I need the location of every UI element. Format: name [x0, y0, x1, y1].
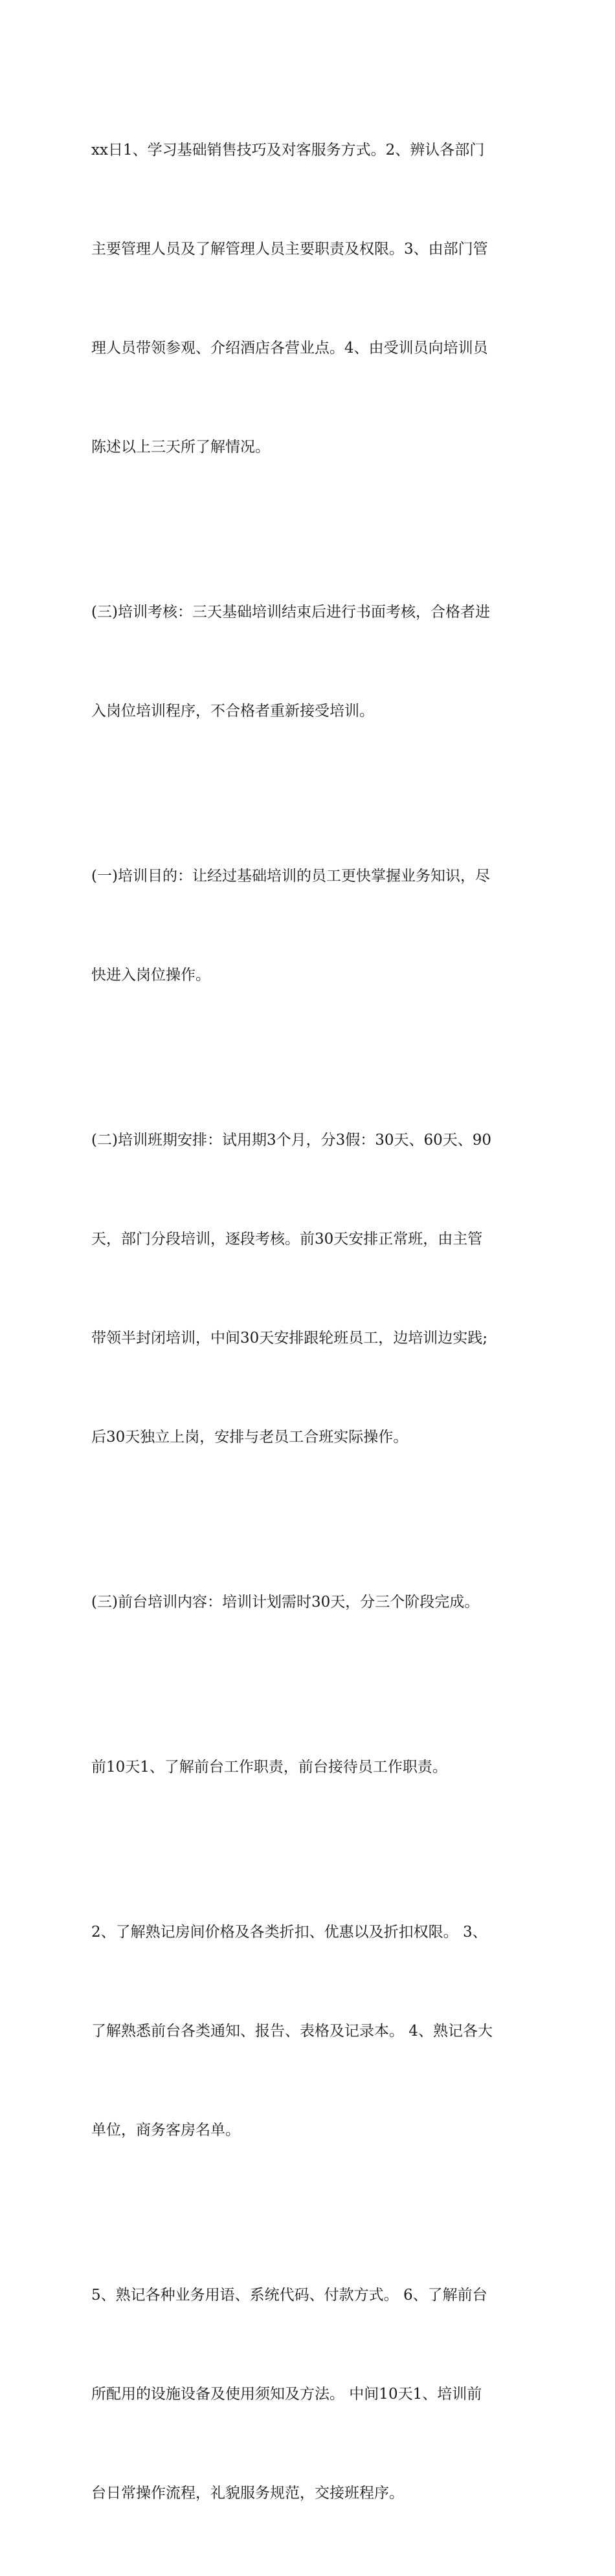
text-line: 主要管理人员及了解管理人员主要职责及权限。3、由部门管 — [91, 241, 488, 258]
text-line: 天，部门分段培训，逐段考核。前30天安排正常班，由主管 — [91, 1231, 483, 1248]
text-line: 后30天独立上岗，安排与老员工合班实际操作。 — [91, 1429, 408, 1446]
text-line: 带领半封闭培训，中间30天安排跟轮班员工，边培训边实践; — [91, 1330, 488, 1347]
text-line: 5、熟记各种业务用语、系统代码、付款方式。 6、了解前台 — [91, 2287, 487, 2304]
text-line: (二)培训班期安排：试用期3个月，分3假：30天、60天、90 — [91, 1132, 492, 1149]
document-body — [91, 68, 526, 2576]
paragraph-training-objective — [91, 794, 526, 1058]
text-line: (三)前台培训内容：培训计划需时30天，分三个阶段完成。 — [91, 1594, 480, 1611]
paragraph-terminology-and-middle-ten-days — [91, 2213, 526, 2576]
text-line: 台日常操作流程，礼貌服务规范，交接班程序。 — [91, 2485, 404, 2502]
text-line: 理人员带领参观、介绍酒店各营业点。4、由受训员向培训员 — [91, 340, 488, 357]
text-line: 所配用的设施设备及使用须知及方法。 中间10天1、培训前 — [91, 2386, 482, 2403]
paragraph-training-period-arrangement — [91, 1058, 526, 1520]
text-line: 快进入岗位操作。 — [91, 967, 210, 984]
text-line: 陈述以上三天所了解情况。 — [91, 439, 270, 456]
text-line: 前10天1、了解前台工作职责，前台接待员工作职责。 — [91, 1759, 447, 1776]
paragraph-pricing-and-notices — [91, 1850, 526, 2213]
text-line: xx日1、学习基础销售技巧及对客服务方式。2、辨认各部门 — [91, 142, 485, 159]
text-line: 了解熟悉前台各类通知、报告、表格及记录本。 4、熟记各大 — [91, 2023, 493, 2040]
paragraph-first-ten-days — [91, 1685, 526, 1850]
text-line: 单位，商务客房名单。 — [91, 2122, 240, 2139]
text-line: 入岗位培训程序，不合格者重新接受培训。 — [91, 703, 374, 720]
paragraph-training-assessment — [91, 530, 526, 794]
text-line: 2、了解熟记房间价格及各类折扣、优惠以及折扣权限。 3、 — [91, 1924, 487, 1941]
paragraph-basic-training-schedule — [91, 68, 526, 530]
text-line: (三)培训考核：三天基础培训结束后进行书面考核，合格者进 — [91, 604, 490, 621]
text-line: (一)培训目的：让经过基础培训的员工更快掌握业务知识，尽 — [91, 868, 490, 885]
paragraph-front-desk-training-content — [91, 1520, 526, 1685]
